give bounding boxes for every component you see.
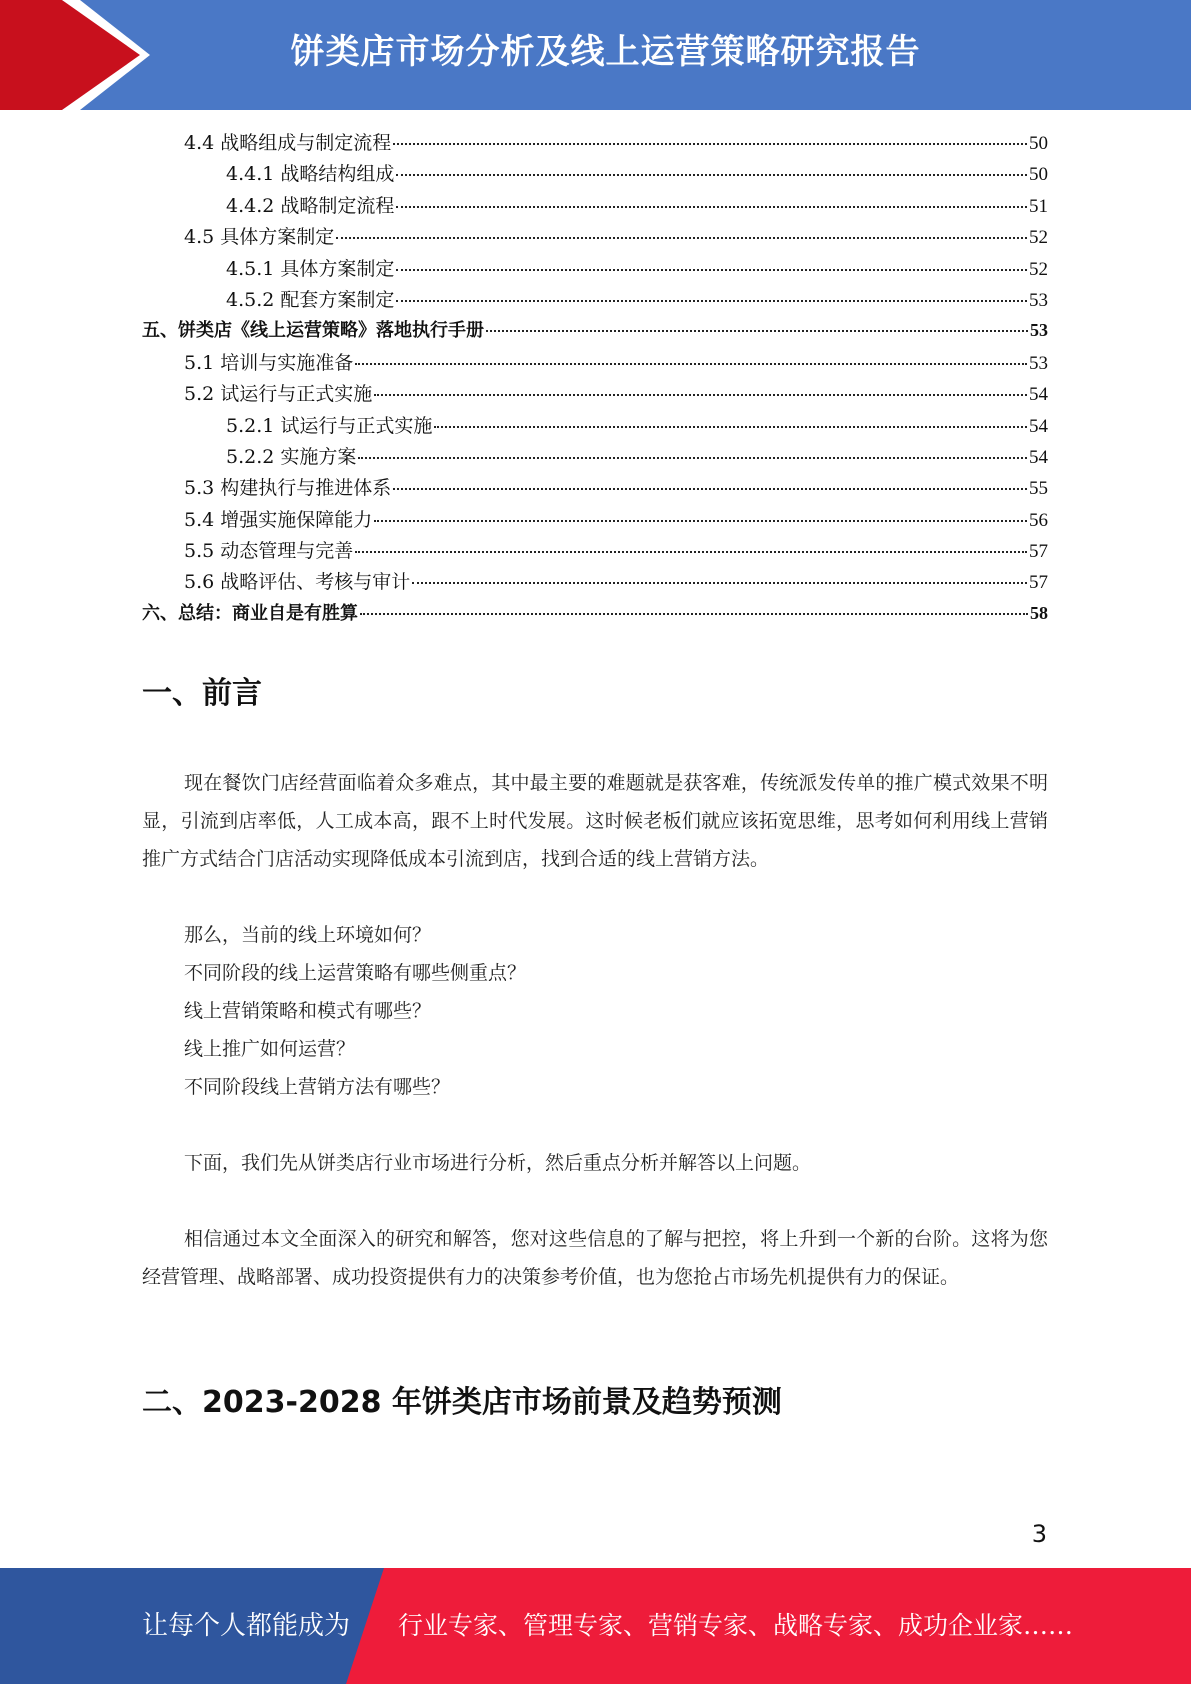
toc-entry-label: 5.1 培训与实施准备 [184,351,354,374]
toc-entry[interactable] [142,254,1048,285]
page-footer [0,1568,1191,1684]
toc-entry-label: 4.4 战略组成与制定流程 [184,132,392,154]
toc-leader-dots [393,143,1027,145]
toc-entry-label: 5.2 试运行与正式实施 [184,383,373,406]
toc-entry-label: 五、饼类店《线上运营策略》落地执行手册 [142,320,484,342]
toc-leader-dots [396,269,1027,271]
toc-entry-page: 55 [1029,478,1048,500]
toc-entry-page: 54 [1029,384,1048,406]
toc-leader-dots [358,457,1027,459]
toc-leader-dots [393,488,1027,490]
toc-entry[interactable] [142,411,1048,442]
toc-entry[interactable] [142,599,1048,630]
toc-entry[interactable] [142,442,1048,473]
toc-leader-dots [396,300,1027,302]
toc-entry-label: 5.6 战略评估、考核与审计 [184,571,411,594]
footer-slogan-left: 让每个人都能成为 [142,1611,351,1641]
toc-leader-dots [355,363,1027,365]
question-3: 线上营销策略和模式有哪些？ [184,1000,432,1022]
toc-entry[interactable] [142,316,1048,347]
toc-entry-page: 57 [1029,572,1048,594]
toc-entry-label: 5.5 动态管理与完善 [184,540,354,563]
toc-entry[interactable] [142,285,1048,316]
preface-paragraph-3: 相信通过本文全面深入的研究和解答，您对这些信息的了解与把控，将上升到一个新的台阶。这将为您经营管理、战略部署、成功投资提供有力的决策参考价值，也为您抢占市场先机提供有力的保证。 [142,1228,1048,1288]
toc-entry-page: 57 [1029,541,1048,563]
toc-leader-dots [396,174,1027,176]
toc-entry-page: 50 [1029,133,1048,154]
toc-leader-dots [434,426,1027,428]
toc-leader-dots [360,613,1028,615]
toc-entry-page: 54 [1029,415,1048,437]
toc-entry-page: 52 [1029,258,1048,280]
question-1: 那么，当前的线上环境如何？ [184,924,432,946]
toc-entry-page: 50 [1029,164,1048,186]
toc-leader-dots [374,394,1027,396]
question-2: 不同阶段的线上运营策略有哪些侧重点？ [184,962,527,984]
toc-entry-label: 5.4 增强实施保障能力 [184,508,373,531]
toc-entry-label: 六、总结：商业自是有胜算 [142,602,358,624]
toc-entry-page: 53 [1030,320,1048,341]
toc-entry-page: 53 [1029,289,1048,311]
toc-entry-label: 4.5.1 具体方案制定 [226,257,395,280]
toc-entry[interactable] [142,191,1048,222]
toc-leader-dots [336,237,1027,239]
toc-entry-page: 53 [1029,352,1048,374]
toc-entry-page: 56 [1029,509,1048,531]
page-number: 3 [1031,1520,1047,1548]
toc-entry-page: 58 [1030,602,1048,623]
toc-entry[interactable] [142,348,1048,379]
toc-entry[interactable] [142,128,1048,159]
toc-leader-dots [412,582,1027,584]
toc-entry-page: 51 [1029,195,1048,217]
toc-entry[interactable] [142,567,1048,598]
toc-entry-label: 4.5.2 配套方案制定 [226,288,395,311]
section-heading-forecast: 二、2023-2028 年饼类店市场前景及趋势预测 [142,1385,782,1420]
toc-leader-dots [355,551,1027,553]
toc-entry-label: 4.4.1 战略结构组成 [226,163,395,186]
report-title: 饼类店市场分析及线上运营策略研究报告 [290,32,921,72]
table-of-contents [142,128,1048,630]
toc-entry-page: 52 [1029,227,1048,249]
toc-entry[interactable] [142,505,1048,536]
toc-entry-label: 4.4.2 战略制定流程 [226,194,395,217]
toc-entry-label: 5.2.2 实施方案 [226,445,357,468]
question-4: 线上推广如何运营？ [184,1038,356,1060]
toc-entry-label: 5.2.1 试运行与正式实施 [226,414,433,437]
toc-entry[interactable] [142,536,1048,567]
toc-entry-label: 4.5 具体方案制定 [184,226,335,249]
preface-paragraph-2: 下面，我们先从饼类店行业市场进行分析，然后重点分析并解答以上问题。 [184,1152,812,1174]
footer-slogan-right: 行业专家、管理专家、营销专家、战略专家、成功企业家…… [398,1611,1074,1640]
question-5: 不同阶段线上营销方法有哪些？ [184,1076,451,1098]
toc-leader-dots [374,520,1027,522]
toc-leader-dots [396,206,1027,208]
toc-entry[interactable] [142,159,1048,190]
toc-leader-dots [486,330,1028,332]
page-header [0,0,1191,110]
toc-entry[interactable] [142,379,1048,410]
toc-entry-page: 54 [1029,446,1048,468]
toc-entry[interactable] [142,473,1048,504]
toc-entry-label: 5.3 构建执行与推进体系 [184,477,392,500]
section-heading-preface: 一、前言 [142,676,262,711]
toc-entry[interactable] [142,222,1048,253]
preface-paragraph-1: 现在餐饮门店经营面临着众多难点，其中最主要的难题就是获客难，传统派发传单的推广模式效果不明显，引流到店率低，人工成本高，跟不上时代发展。这时候老板们就应该拓宽思维，思考如何利用线上营销推广方式结合门店活动实现降低成本引流到店，找到合适的线上营销方法。 [142,772,1048,870]
